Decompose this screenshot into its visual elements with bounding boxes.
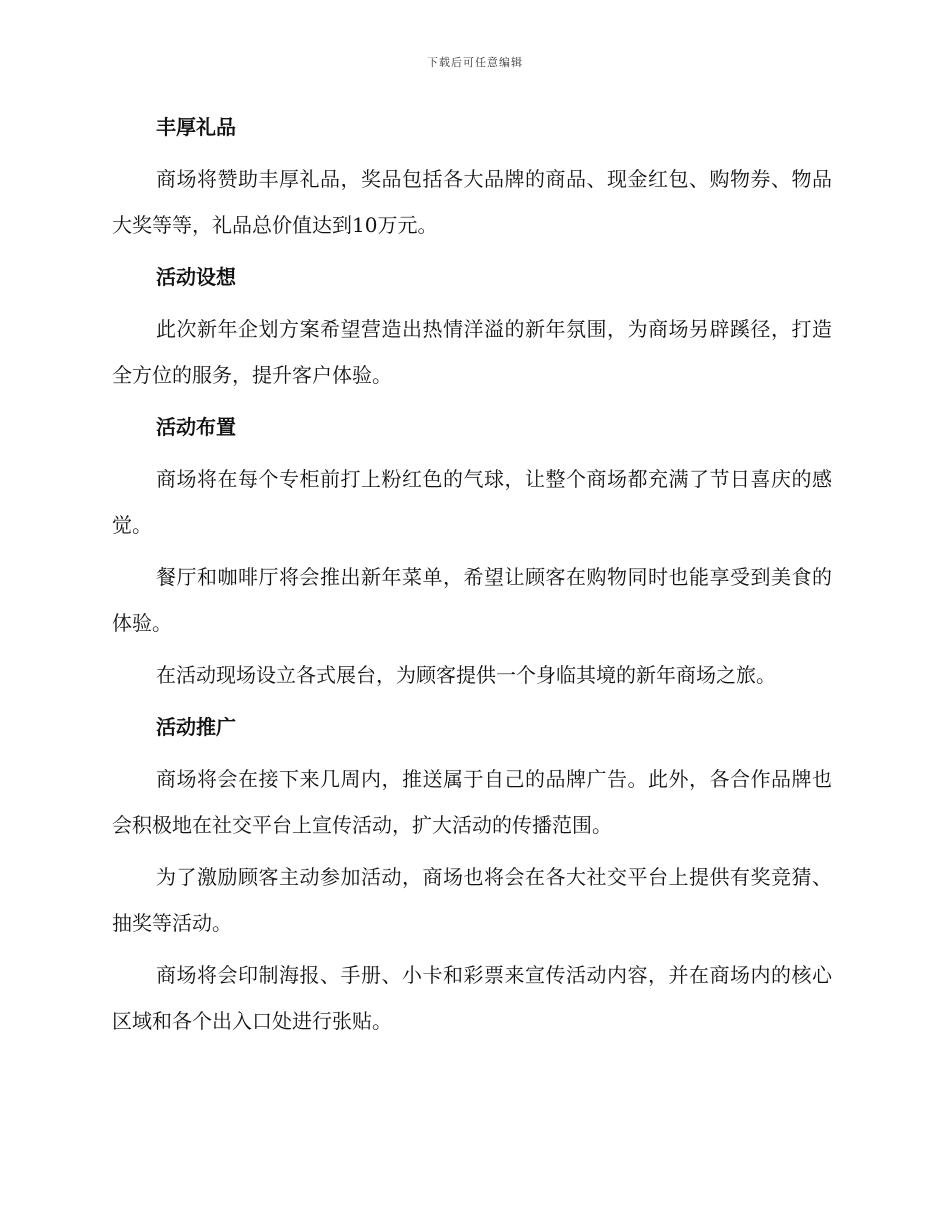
- section-paragraph: 商场将赞助丰厚礼品，奖品包括各大品牌的商品、现金红包、购物券、物品大奖等等，礼品总价值达到10万元。: [112, 167, 832, 237]
- section-paragraph: 此次新年企划方案希望营造出热情洋溢的新年氛围，为商场另辟蹊径，打造全方位的服务，提升客户体验。: [112, 317, 832, 387]
- section-paragraph: 在活动现场设立各式展台，为顾客提供一个身临其境的新年商场之旅。: [156, 663, 776, 687]
- section-paragraph: 为了激励顾客主动参加活动，商场也将会在各大社交平台上提供有奖竞猜、抽奖等活动。: [112, 865, 832, 935]
- section-heading: 活动布置: [156, 415, 236, 439]
- section-paragraph: 餐厅和咖啡厅将会推出新年菜单，希望让顾客在购物同时也能享受到美食的体验。: [112, 565, 832, 635]
- section-heading: 活动推广: [156, 715, 236, 739]
- section-paragraph: 商场将会印制海报、手册、小卡和彩票来宣传活动内容，并在商场内的核心区域和各个出入口处进行张贴。: [112, 963, 832, 1033]
- document-body: [112, 104, 832, 1050]
- page-header-note: 下载后可任意编辑: [427, 56, 523, 69]
- section-paragraph: 商场将会在接下来几周内，推送属于自己的品牌广告。此外，各合作品牌也会积极地在社交平台上宣传活动，扩大活动的传播范围。: [112, 767, 832, 837]
- section-heading: 丰厚礼品: [156, 115, 236, 139]
- section-paragraph: 商场将在每个专柜前打上粉红色的气球，让整个商场都充满了节日喜庆的感觉。: [112, 467, 832, 537]
- section-heading: 活动设想: [156, 265, 236, 289]
